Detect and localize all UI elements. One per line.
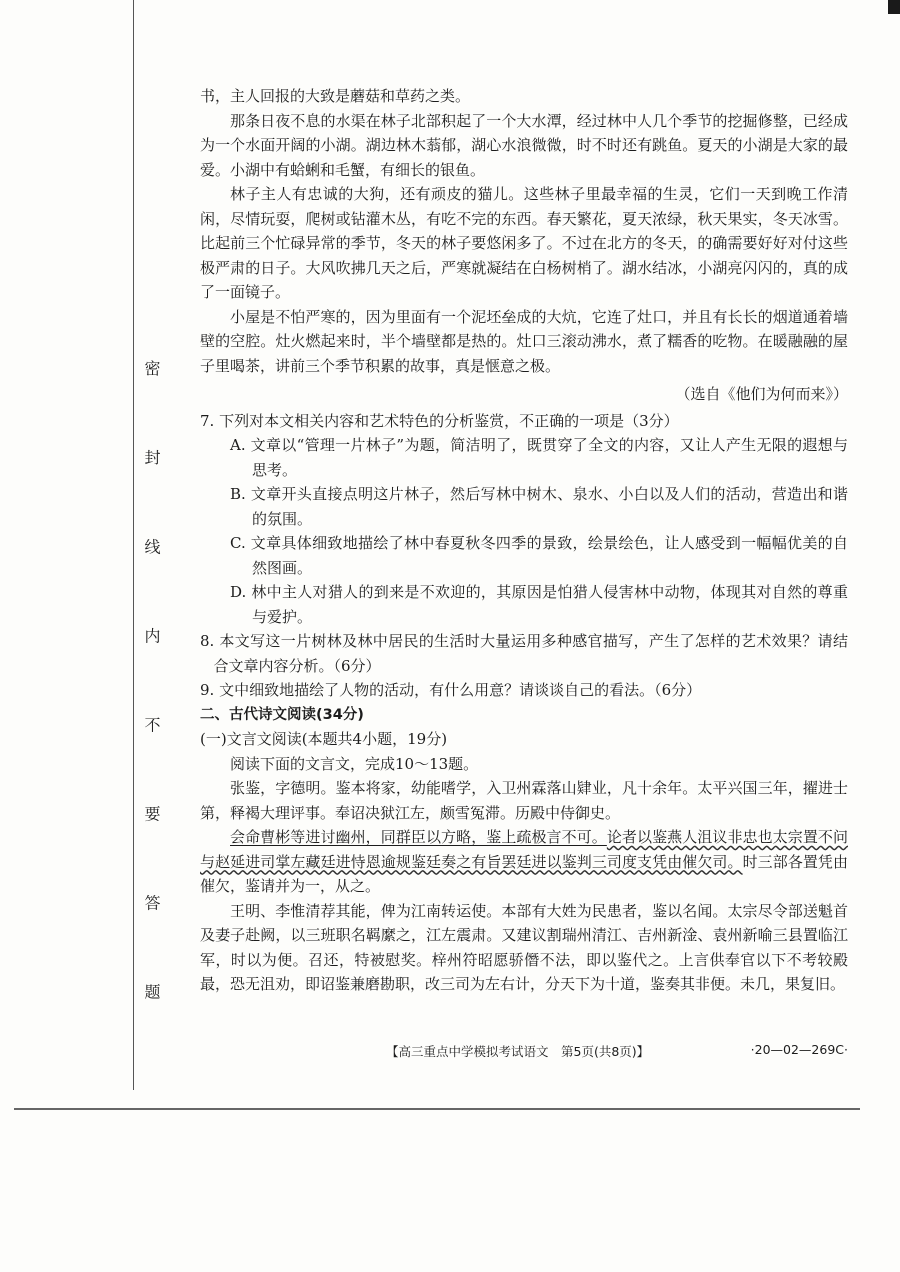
question-7-option-b: B. 文章开头直接点明这片林子，然后写林中树木、泉水、小白以及人们的活动，营造出和谐的氛围。 — [230, 485, 848, 528]
passage-paragraph-3: 林子主人有忠诚的大狗，还有顽皮的猫儿。这些林子里最幸福的生灵，它们一天到晚工作清闲，尽情玩耍，爬树或钻灌木丛，有吃不完的东西。春天繁花，夏天浓绿，秋天果实，冬天冰雪。比起前三个忙碌异常的季节，冬天的林子要悠闲多了。不过在北方的冬天，的确需要好好对付这些极严肃的日子。大风吹拂几天之后，严寒就凝结在白杨树梢了。湖水结冰，小湖亮闪闪的，真的成了一面镜子。 — [200, 185, 848, 301]
section-2-instruction: 阅读下面的文言文，完成10～13题。 — [230, 754, 479, 773]
question-7-option-a: A. 文章以“管理一片林子”为题，简洁明了，既贯穿了全文的内容，又让人产生无限的遐想与思考。 — [230, 436, 848, 479]
wavy-underlined-passage: 论者以鉴燕人沮议非忠也太宗置不问与赵延进司掌左藏廷进恃恩逾规鉴廷奏之有旨罢廷进以鉴判三司度支凭由催欠司。 — [200, 828, 848, 871]
question-7-option-d: D. 林中主人对猎人的到来是不欢迎的，其原因是怕猎人侵害林中动物，体现其对自然的尊重与爱护。 — [230, 583, 848, 626]
classical-paragraph-2 — [200, 825, 848, 899]
binding-line — [133, 0, 134, 1090]
section-2-subtitle: (一)文言文阅读(本题共4小题，19分) — [200, 730, 448, 748]
footer-page-info: 【高三重点中学模拟考试语文 第5页(共8页)】 — [386, 1044, 650, 1059]
question-7-stem: 7. 下列对本文相关内容和艺术特色的分析鉴赏，不正确的一项是（3分） — [200, 411, 679, 430]
passage-paragraph-2: 那条日夜不息的水渠在林子北部积起了一个大水潭，经过林中人几个季节的挖掘修整，已经成为一个水面开阔的小湖。湖边林木蓊郁，湖心水浪微微，时不时还有跳鱼。夏天的小湖是大家的最爱。小湖中有蛤蜊和毛蟹，有细长的银鱼。 — [200, 111, 848, 179]
classical-paragraph-2-tail: 时三部各置凭由催欠，鉴请并为一，从之。 — [200, 852, 848, 895]
scan-corner-mark — [888, 0, 900, 14]
footer-code: ·20—02—269C· — [750, 1042, 848, 1057]
underlined-sentence: 会命曹彬等进讨幽州，同群臣以方略，鉴上疏极言不可。 — [230, 828, 607, 846]
exam-page-content — [200, 84, 848, 997]
question-8: 8. 本文写这一片树林及林中居民的生活时大量运用多种感官描写，产生了怎样的艺术效果？请结合文章内容分析。（6分） — [200, 632, 848, 675]
passage-source: （选自《他们为何而来》） — [675, 385, 848, 403]
binding-margin-text: 密 封 线 内 不 要 答 题 — [142, 360, 161, 1034]
passage-paragraph-1: 书，主人回报的大致是蘑菇和草药之类。 — [200, 87, 471, 105]
classical-paragraph-3: 王明、李惟清荐其能，俾为江南转运使。本部有大姓为民患者，鉴以名闻。太宗尽令部送魁首及妻子赴阙，以三班职名羁縻之，江左震肃。又建议割瑞州清江、吉州新淦、袁州新喻三县置临江军，时以为便。召还，特被慰奖。梓州符昭愿骄僭不法，即以鉴代之。上言供奉官以下不考较殿最，恐无沮劝，即诏鉴兼磨勘职，改三司为左右计，分天下为十道，鉴奏其非便。未几，果复旧。 — [200, 901, 848, 993]
page-bottom-rule — [14, 1108, 860, 1110]
question-9: 9. 文中细致地描绘了人物的活动，有什么用意？请谈谈自己的看法。（6分） — [200, 681, 702, 699]
question-7-option-c: C. 文章具体细致地描绘了林中春夏秋冬四季的景致，绘景绘色，让人感受到一幅幅优美的自然图画。 — [230, 534, 848, 577]
classical-paragraph-1: 张鉴，字德明。鉴本将家，幼能嗜学，入卫州霖落山肄业，凡十余年。太平兴国三年，擢进士第，释褐大理评事。奉诏决狱江左，颇雪冤滞。历殿中侍御史。 — [200, 779, 848, 822]
section-2-title: 二、古代诗文阅读(34分) — [200, 706, 364, 723]
passage-paragraph-4: 小屋是不怕严寒的，因为里面有一个泥坯垒成的大炕，它连了灶口，并且有长长的烟道通着墙壁的空腔。灶火燃起来时，半个墙壁都是热的。灶口三滚动沸水，煮了糯香的吃物。在暖融融的屋子里喝茶，讲前三个季节积累的故事，真是惬意之极。 — [200, 307, 848, 375]
